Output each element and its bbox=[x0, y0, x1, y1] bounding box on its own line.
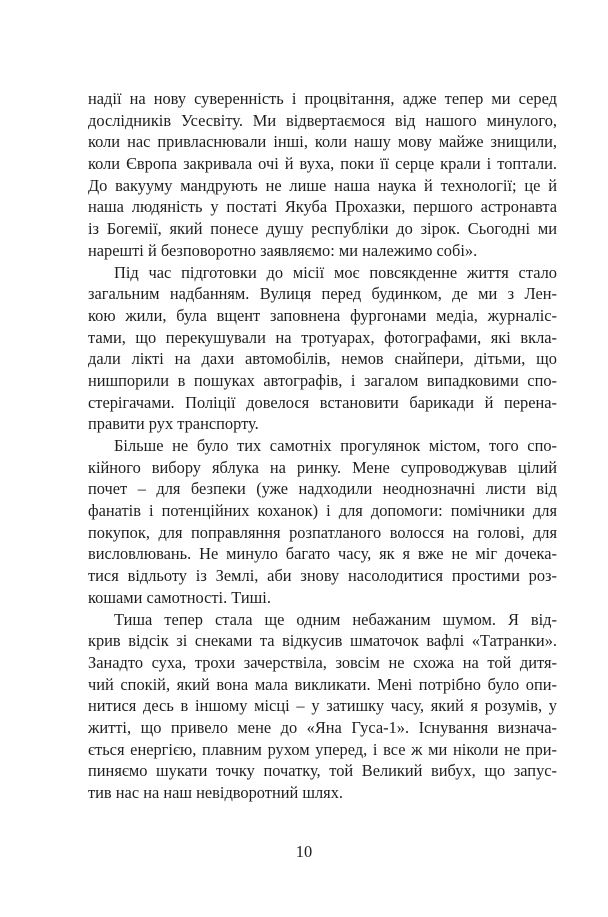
text-line: ється енергією, плавним рухом уперед, і все ж ми ніколи не при- bbox=[88, 739, 557, 759]
text-line: нитися десь в іншому місці – у затишку часу, який я розумів, у bbox=[88, 696, 557, 716]
text-line: дали лікті на дахи автомобілів, немов снайпери, дітьми, що bbox=[88, 349, 557, 369]
text-line: тами, що перекушували на тротуарах, фотографами, які вкла- bbox=[88, 327, 557, 347]
text-line: дослідників Усесвіту. Ми відвертаємося від нашого минулого, bbox=[88, 110, 557, 130]
text-line: кою жили, була вщент заповнена фургонами медіа, журналіс- bbox=[88, 305, 557, 325]
text-line: коли Європа закривала очі й вуха, поки її серце крали і топтали. bbox=[88, 154, 557, 174]
text-line: почет – для безпеки (уже надходили неоднозначні листи від bbox=[88, 479, 557, 499]
text-line: пиняємо шукати точку початку, той Великий вибух, що запус- bbox=[88, 761, 557, 781]
text-line: Занадто суха, трохи зачерствіла, зовсім не схожа на той дитя- bbox=[88, 652, 557, 672]
page-number: 10 bbox=[295, 842, 313, 861]
text-line: наша людяність у постаті Якуба Прохазки, першого астронавта bbox=[88, 197, 557, 217]
paragraph-3 bbox=[88, 435, 557, 609]
text-line: стерігачами. Поліції довелося встановити барикади й перена- bbox=[88, 392, 557, 412]
body-text bbox=[88, 88, 557, 804]
text-line: кошами самотності. Тиші. bbox=[88, 587, 271, 607]
text-line: надії на нову суверенність і процвітання, адже тепер ми серед bbox=[88, 89, 557, 108]
paragraph-1 bbox=[88, 88, 557, 262]
text-line: Більше не було тих самотніх прогулянок містом, того спо- bbox=[114, 436, 557, 455]
text-line: тися відльоту із Землі, аби знову насолодитися простими роз- bbox=[88, 566, 557, 586]
text-line: крив відсік зі снеками та відкусив шматочок вафлі «Татранки». bbox=[88, 631, 557, 651]
text-line: коли нас привласнювали інші, коли нашу мову майже знищили, bbox=[88, 132, 557, 152]
text-line: Під час підготовки до місії моє повсякденне життя стало bbox=[114, 262, 557, 282]
text-line: загальним надбанням. Вулиця перед будинком, де ми з Лен- bbox=[88, 284, 557, 304]
text-line: чий спокій, який вона мала викликати. Мені потрібно було опи- bbox=[88, 674, 557, 694]
text-line: нарешті й безповоротно заявляємо: ми належимо собі». bbox=[88, 240, 478, 260]
text-line: кійного вибору яблука на ринку. Мене супроводжував цілий bbox=[88, 457, 557, 477]
text-line: із Богемії, який понесе душу республіки до зірок. Сьогодні ми bbox=[88, 219, 557, 239]
text-line: висловлювань. Не минуло багато часу, як я вже не міг дочека- bbox=[88, 544, 557, 564]
paragraph-2 bbox=[88, 262, 557, 436]
text-line: житті, що привело мене до «Яна Гуса-1». Існування визнача- bbox=[88, 717, 557, 737]
paragraph-4 bbox=[88, 609, 557, 804]
text-line: тив нас на наш невідворотний шлях. bbox=[88, 783, 343, 802]
text-line: покупок, для поправляння розпатланого волосся на голові, для bbox=[88, 522, 557, 542]
text-line: До вакууму мандрують не лише наша наука й технології; це й bbox=[88, 175, 557, 195]
text-line: правити рух транспорту. bbox=[88, 414, 259, 434]
text-line: Тиша тепер стала ще одним небажаним шумом. Я від- bbox=[114, 609, 557, 629]
text-line: нишпорили в пошуках автографів, і загалом випадковими спо- bbox=[88, 370, 557, 390]
text-line: фанатів і потенційних коханок) і для допомоги: помічники для bbox=[88, 501, 557, 521]
